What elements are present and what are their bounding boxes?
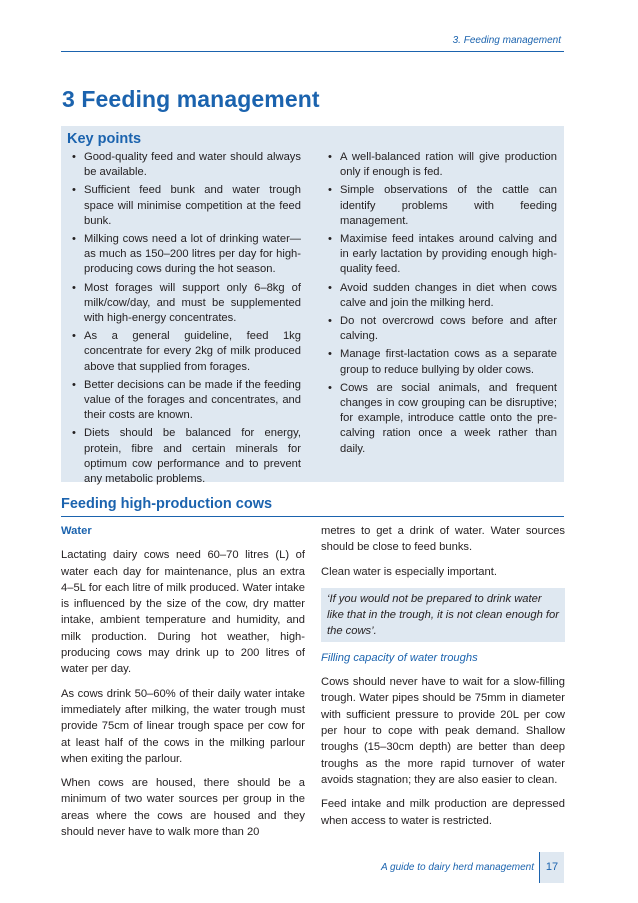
key-point-item: • Avoid sudden changes in diet when cows calve and join the milking herd. bbox=[328, 281, 557, 309]
key-points-box bbox=[61, 126, 564, 486]
key-point-item: • Milking cows need a lot of drinking water— as much as 150–200 litres per day for high-producing cows during the hot season. bbox=[72, 233, 301, 276]
key-point-item: • Cows are social animals, and frequent changes in cow grouping can be disruptive; for example, introduce cattle onto the pre-calving ration once a week rather than daily. bbox=[328, 381, 557, 455]
body-paragraph: metres to get a drink of water. Water sources should be close to feed bunks. bbox=[321, 525, 565, 554]
bullet-icon: • bbox=[72, 427, 76, 440]
running-head: 3. Feeding management bbox=[452, 35, 561, 46]
bullet-icon: • bbox=[328, 184, 332, 197]
key-point-item: • As a general guideline, feed 1kg concentrate for every 2kg of milk produced above that supplied from forages. bbox=[72, 330, 301, 373]
bullet-icon: • bbox=[72, 184, 76, 197]
body-paragraph: Cows should never have to wait for a slow-filling trough. Water pipes should be 75mm in diameter with sufficient pressure to provide 20L per cow per hour to cope with peak demand. Shallow troughs (15–30cm depth) are better than deep troughs as the more rapid turnover of water avoids stagnation; they are also easier to clean. bbox=[321, 676, 565, 786]
bullet-icon: • bbox=[328, 348, 332, 361]
bullet-icon: • bbox=[72, 330, 76, 343]
body-paragraph: Clean water is especially important. bbox=[321, 565, 497, 578]
quote-box: ‘If you would not be prepared to drink water like that in the trough, it is not clean enough for the cows’. bbox=[321, 588, 565, 642]
body-paragraph: When cows are housed, there should be a minimum of two water sources per group in the areas where the cows are housed and they should never have to walk more than 20 bbox=[61, 777, 305, 839]
section-title: Feeding high-production cows bbox=[61, 496, 273, 512]
key-point-item: • A well-balanced ration will give production only if enough is fed. bbox=[328, 151, 557, 179]
key-point-item: • Maximise feed intakes around calving and in early lactation by providing enough high-quality feed. bbox=[328, 233, 557, 276]
key-point-item: • Sufficient feed bunk and water trough space will minimise competition at the feed bunk. bbox=[72, 184, 301, 227]
header-divider bbox=[61, 51, 564, 52]
troughs-subheading: Filling capacity of water troughs bbox=[321, 651, 478, 664]
bullet-icon: • bbox=[328, 281, 332, 294]
page-number: 17 bbox=[539, 852, 564, 883]
bullet-icon: • bbox=[72, 378, 76, 391]
key-point-item: • Simple observations of the cattle can identify problems with feeding management. bbox=[328, 184, 557, 227]
body-column-left bbox=[61, 523, 305, 848]
body-paragraph: Lactating dairy cows need 60–70 litres (L) of water each day for maintenance, plus an extra 4–5L for each litre of milk produced. Water intake is influenced by the size of the cow, dry matter intake, ambient temperature and humidity, and milk production. During hot weather, high-producing cows may drink up to 200 litres of water per day. bbox=[61, 549, 305, 676]
section-divider bbox=[61, 516, 564, 517]
water-subheading: Water bbox=[61, 525, 92, 537]
key-points-title: Key points bbox=[67, 131, 142, 147]
key-point-item: • Most forages will support only 6–8kg of milk/cow/day, and must be supplemented with high-energy concentrates. bbox=[72, 281, 301, 325]
chapter-title: 3 Feeding management bbox=[62, 86, 320, 112]
body-paragraph: Feed intake and milk production are depressed when access to water is restricted. bbox=[321, 798, 565, 827]
bullet-icon: • bbox=[328, 233, 332, 246]
bullet-icon: • bbox=[328, 381, 332, 394]
bullet-icon: • bbox=[72, 281, 76, 294]
bullet-icon: • bbox=[328, 151, 332, 163]
key-points-right-list bbox=[324, 150, 557, 460]
bullet-icon: • bbox=[328, 315, 332, 328]
bullet-icon: • bbox=[72, 233, 76, 246]
key-points-left-list bbox=[68, 150, 301, 490]
key-point-item: • Good-quality feed and water should always be available. bbox=[72, 151, 301, 179]
key-point-item: • Manage first-lactation cows as a separate group to reduce bullying by older cows. bbox=[328, 348, 557, 376]
bullet-icon: • bbox=[72, 151, 76, 163]
key-point-item: • Better decisions can be made if the feeding value of the forages and concentrates, and their costs are known. bbox=[72, 378, 301, 422]
body-paragraph: As cows drink 50–60% of their daily water intake immediately after milking, the water trough must provide 75cm of linear trough space per cow for at least half of the cows in the milking parlour when exiting the parlour. bbox=[61, 687, 305, 765]
body-column-right bbox=[321, 523, 565, 837]
key-point-item: • Do not overcrowd cows before and after calving. bbox=[328, 315, 557, 343]
footer-title: A guide to dairy herd management bbox=[380, 862, 534, 873]
key-point-item: • Diets should be balanced for energy, protein, fibre and certain minerals for optimum cow performance and to prevent any metabolic problems. bbox=[72, 427, 301, 486]
